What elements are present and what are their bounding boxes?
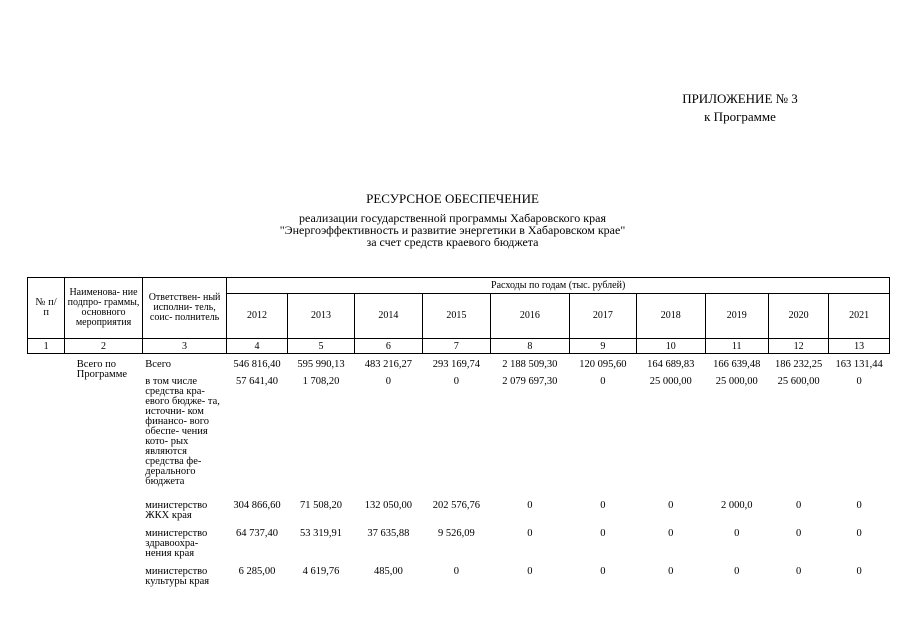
value-cell: 6 285,00 <box>238 566 276 577</box>
appendix-number: ПРИЛОЖЕНИЕ № 3 <box>682 91 798 106</box>
program-name: Всего по Программе <box>76 359 127 380</box>
table-row <box>28 567 890 593</box>
value-cell: 0 <box>453 566 459 577</box>
value-cell: 0 <box>668 528 674 539</box>
value-cell: 4 619,76 <box>302 566 340 577</box>
value-cell: 0 <box>527 566 533 577</box>
value-cell: 2 188 509,30 <box>502 359 558 370</box>
column-number: 3 <box>142 339 227 354</box>
value-cell: 186 232,25 <box>775 359 823 370</box>
year-header: 2021 <box>829 294 890 339</box>
value-cell: 9 526,09 <box>437 528 475 539</box>
column-number: 5 <box>287 339 354 354</box>
value-cell: 0 <box>600 376 606 387</box>
executor: Всего <box>145 359 172 370</box>
table-row <box>28 501 890 529</box>
value-cell: 2 079 697,30 <box>502 376 558 387</box>
document-subtitle <box>0 212 905 248</box>
table-row <box>28 529 890 567</box>
column-number: 11 <box>705 339 768 354</box>
value-cell: 0 <box>527 500 533 511</box>
value-cell: 164 689,83 <box>647 359 695 370</box>
column-number: 1 <box>28 339 65 354</box>
value-cell: 120 095,60 <box>579 359 627 370</box>
year-header: 2013 <box>287 294 354 339</box>
column-number: 2 <box>65 339 143 354</box>
year-header: 2015 <box>422 294 490 339</box>
value-cell: 64 737,40 <box>236 528 279 539</box>
subtitle-line-2: "Энергоэффективность и развитие энергетики в Хабаровском крае" <box>279 223 626 237</box>
column-number: 9 <box>569 339 636 354</box>
column-number-row <box>28 339 890 354</box>
column-number: 7 <box>422 339 490 354</box>
column-number: 6 <box>355 339 422 354</box>
column-number: 13 <box>829 339 890 354</box>
value-cell: 25 600,00 <box>777 376 820 387</box>
executor: министерство культуры края <box>145 566 210 587</box>
subtitle-line-1: реализации государственной программы Хабаровского края <box>299 211 606 225</box>
value-cell: 202 576,76 <box>432 500 480 511</box>
value-cell: 0 <box>734 528 740 539</box>
value-cell: 485,00 <box>373 566 403 577</box>
document-title: РЕСУРСНОЕ ОБЕСПЕЧЕНИЕ <box>366 191 539 206</box>
value-cell: 132 050,00 <box>364 500 413 511</box>
value-cell: 71 508,20 <box>299 500 342 511</box>
table-row <box>28 360 890 377</box>
executor: министерство здравоохра- нения края <box>145 528 208 559</box>
value-cell: 293 169,74 <box>432 359 480 370</box>
header-program-name: Наименова- ние подпро- граммы, основного мероприятия <box>65 278 143 339</box>
year-header: 2020 <box>768 294 828 339</box>
value-cell: 0 <box>527 528 533 539</box>
value-cell: 304 866,60 <box>233 500 281 511</box>
value-cell: 0 <box>796 528 802 539</box>
year-header: 2018 <box>637 294 705 339</box>
value-cell: 0 <box>600 500 606 511</box>
subtitle-line-3: за счет средств краевого бюджета <box>366 235 539 249</box>
value-cell: 595 990,13 <box>297 359 345 370</box>
year-header: 2017 <box>569 294 636 339</box>
value-cell: 1 708,20 <box>302 376 340 387</box>
value-cell: 0 <box>796 500 802 511</box>
value-cell: 0 <box>385 376 392 387</box>
column-number: 10 <box>637 339 705 354</box>
appendix-label <box>640 90 840 126</box>
value-cell: 483 216,27 <box>364 359 413 370</box>
year-header: 2016 <box>491 294 570 339</box>
value-cell: 546 816,40 <box>233 359 281 370</box>
header-expenses: Расходы по годам (тыс. рублей) <box>227 278 890 294</box>
header-number: № п/п <box>28 278 65 339</box>
column-number: 8 <box>491 339 570 354</box>
value-cell: 0 <box>796 566 802 577</box>
executor: в том числе средства кра- евого бюдже- та, источни- ком финансо- вого обеспе- чения кото- рых являются средства фе- дерального бюджета <box>145 376 220 487</box>
table-row <box>28 377 890 501</box>
value-cell: 0 <box>856 500 862 511</box>
value-cell: 166 639,48 <box>713 359 761 370</box>
value-cell: 163 131,44 <box>835 359 883 370</box>
header-executor: Ответствен- ный исполни- тель, соис- полнитель <box>142 278 227 339</box>
value-cell: 37 635,88 <box>367 528 410 539</box>
value-cell: 2 000,0 <box>720 500 753 511</box>
value-cell: 25 000,00 <box>715 376 758 387</box>
value-cell: 0 <box>668 566 674 577</box>
value-cell: 0 <box>856 528 862 539</box>
value-cell: 57 641,40 <box>236 376 279 387</box>
year-header: 2014 <box>355 294 422 339</box>
value-cell: 0 <box>734 566 740 577</box>
value-cell: 0 <box>668 500 674 511</box>
value-cell: 53 319,91 <box>299 528 342 539</box>
year-header: 2012 <box>227 294 287 339</box>
value-cell: 0 <box>600 528 606 539</box>
value-cell: 0 <box>600 566 606 577</box>
column-number: 12 <box>768 339 828 354</box>
column-number: 4 <box>227 339 287 354</box>
value-cell: 0 <box>856 566 862 577</box>
appendix-reference: к Программе <box>704 109 776 124</box>
value-cell: 0 <box>453 376 459 387</box>
value-cell: 25 000,00 <box>649 376 692 387</box>
year-header: 2019 <box>705 294 768 339</box>
resource-table <box>27 277 890 593</box>
value-cell: 0 <box>856 376 862 387</box>
executor: министерство ЖКХ края <box>145 500 208 521</box>
